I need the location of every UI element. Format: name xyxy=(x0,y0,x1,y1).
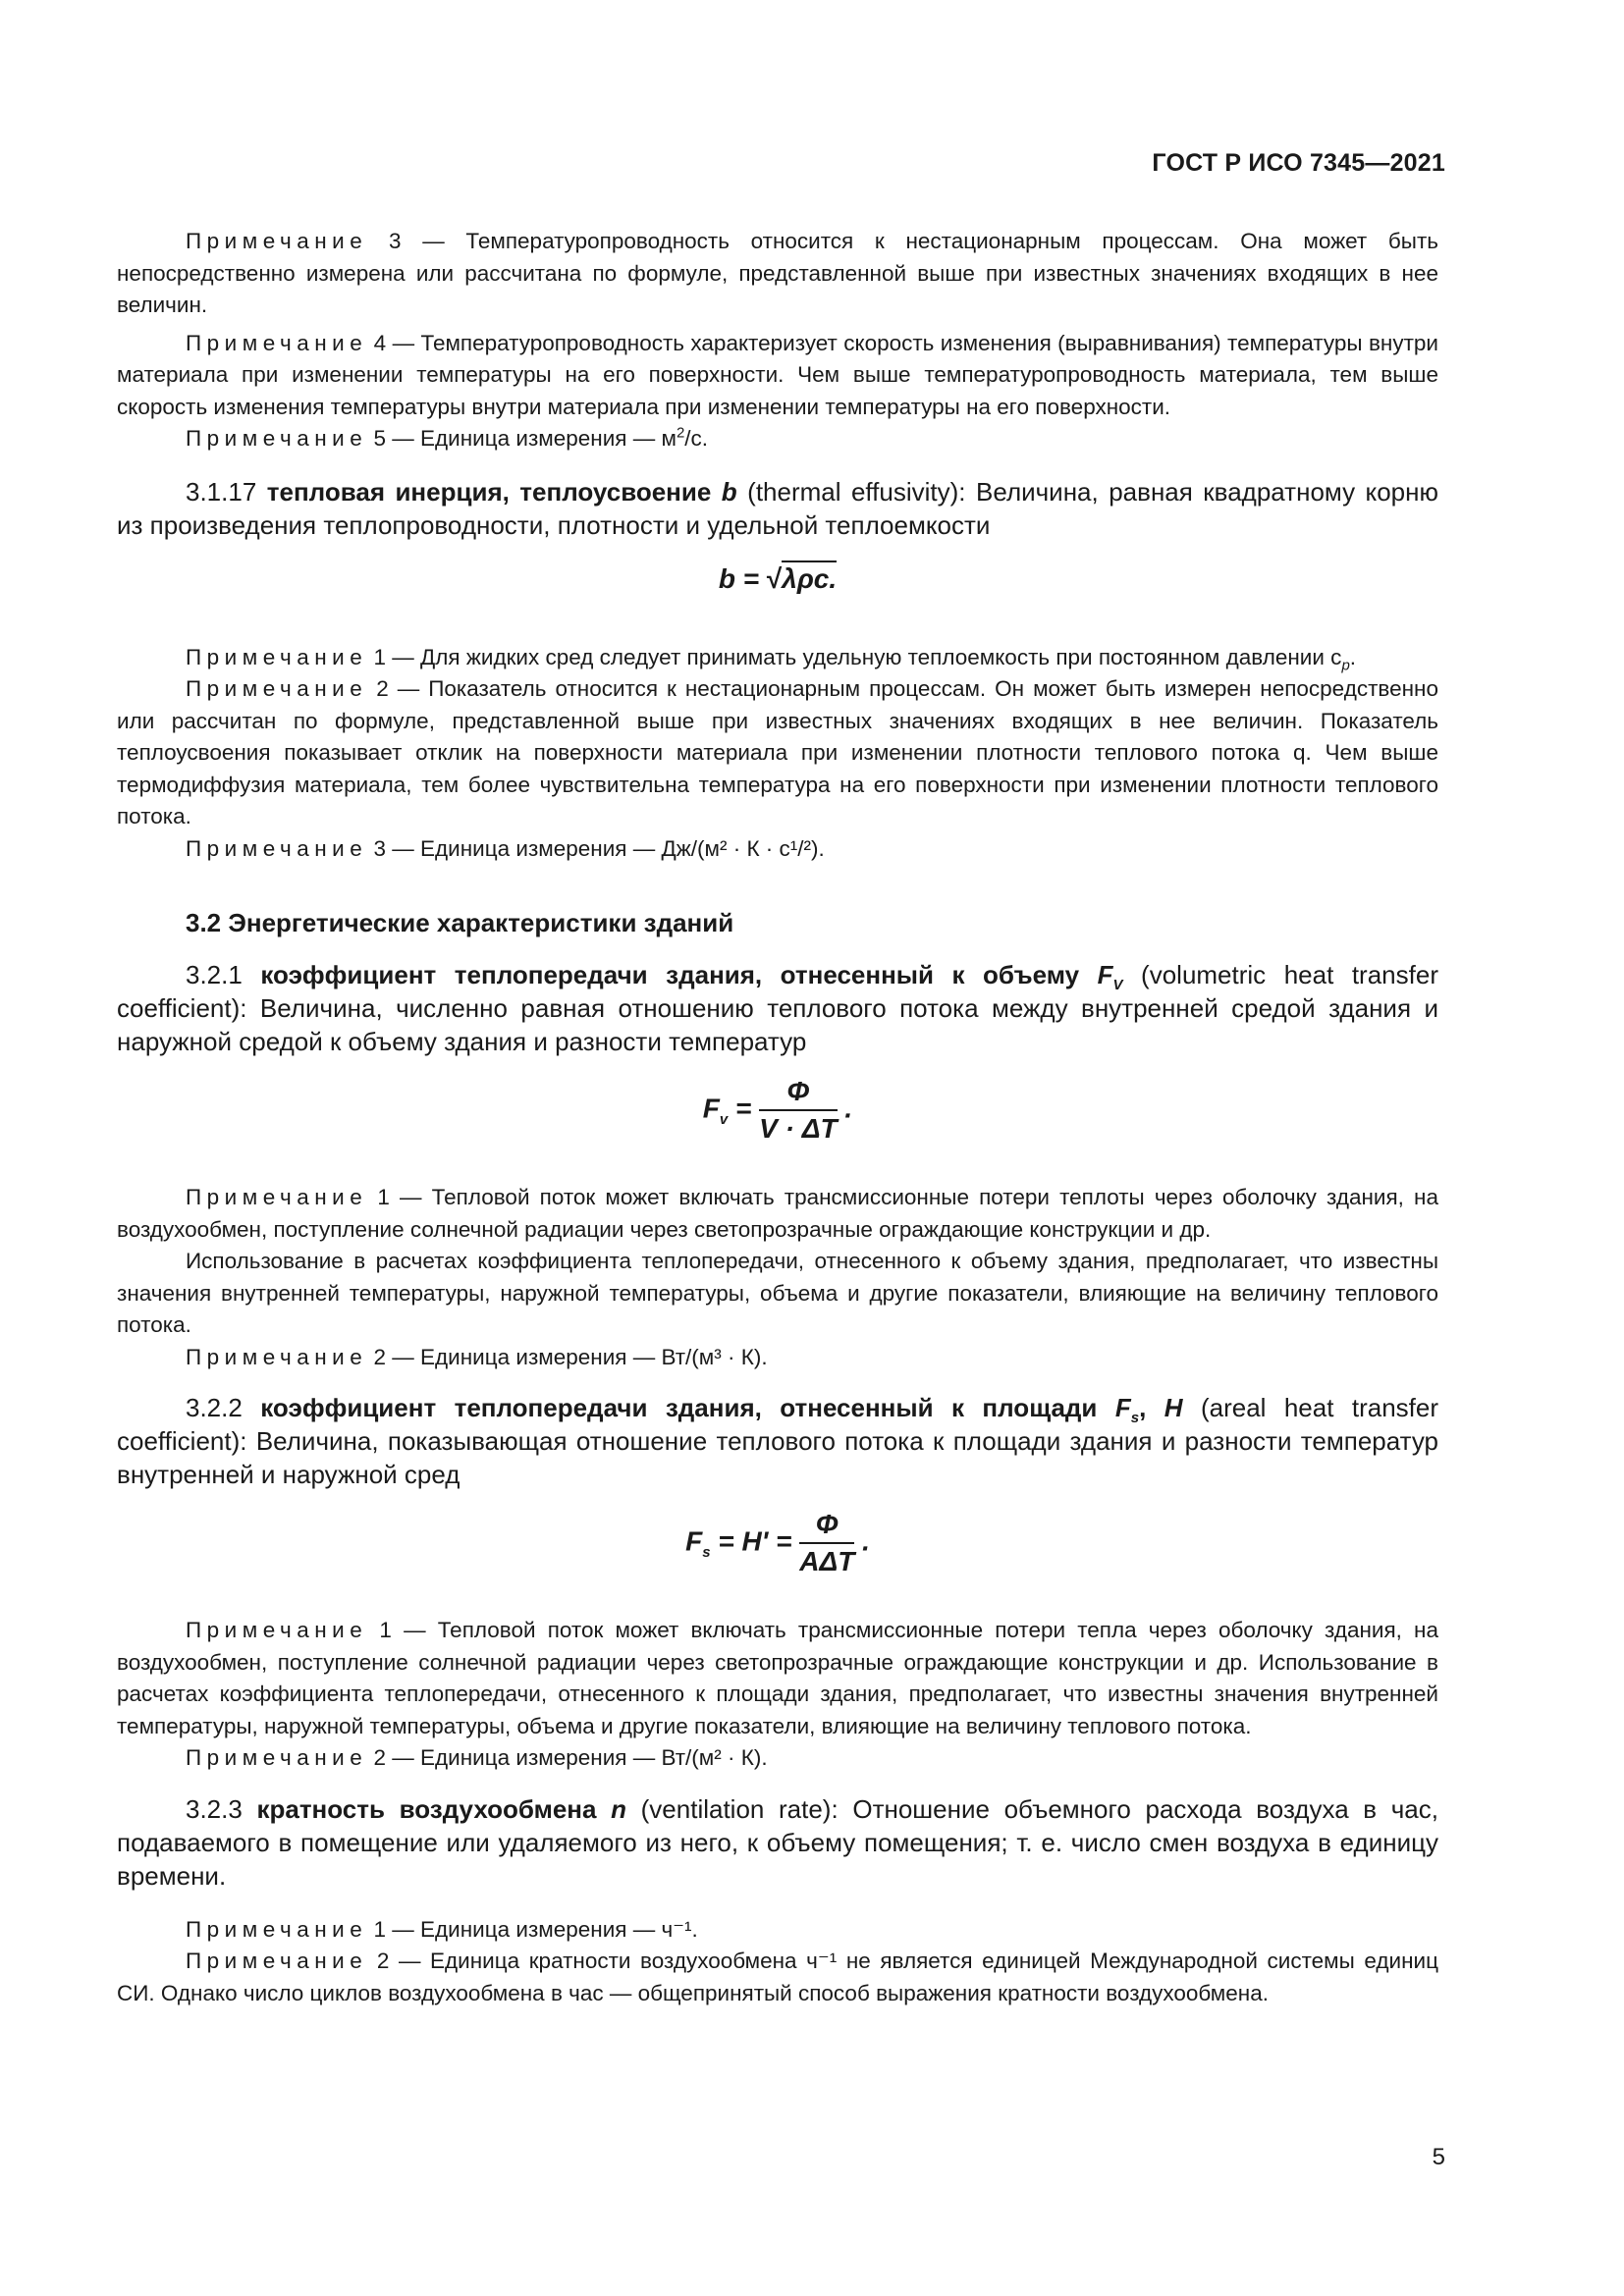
note-3-2-1-1 xyxy=(117,1182,1438,1246)
term-number: 3.2.3 xyxy=(186,1793,243,1824)
formula-areal xyxy=(117,1509,1438,1587)
note-top-5 xyxy=(117,423,1438,455)
term-definition: Величина, показывающая отношение теплового потока к площади здания и разности температур внутренней и наружной сред xyxy=(117,1426,1438,1489)
formula-numerator: Φ xyxy=(759,1076,837,1111)
note-number: 1 xyxy=(379,1618,392,1642)
formula-fraction xyxy=(799,1509,854,1577)
note-text: — Показатель относится к нестационарным процессам. Он может быть измерен непосредственно или рассчитан по формуле, представленной выше при известных значениях входящих в нее величин. Показатель теплоусвоения показывает отклик на поверхности материала при изменении плотности теплового потока q. Чем выше термодиффузия материала, тем более чувствительна температура на его поверхности при изменении плотности теплового потока. xyxy=(117,676,1438,828)
formula-volumetric xyxy=(117,1076,1438,1154)
note-label: Примечание xyxy=(186,1618,368,1642)
note-label: Примечание xyxy=(186,229,368,253)
formula-radicand: λρc. xyxy=(782,561,837,594)
term-definition: Величина, равная квадратному корню из произведения теплопроводности, плотности и удельной теплоемкости xyxy=(117,476,1438,540)
formula-lhs: F xyxy=(702,1093,720,1124)
term-3-1-17 xyxy=(117,475,1438,542)
term-name: коэффициент теплопередачи здания, отнесенный к площади xyxy=(260,1393,1098,1422)
note-3-1-17-1 xyxy=(117,642,1438,674)
formula-numerator: Φ xyxy=(799,1509,854,1544)
formula-denominator: AΔT xyxy=(799,1546,855,1576)
note-text: — Единица кратности воздухообмена ч⁻¹ не является единицей Международной системы единиц СИ. Однако число циклов воздухообмена в час — общепринятый способ выражения кратности воздухообмена. xyxy=(117,1949,1438,2005)
note-label: Примечание xyxy=(186,1916,368,1942)
formula-period: . xyxy=(862,1525,870,1557)
note-3-1-17-2 xyxy=(117,673,1438,833)
note-label: Примечание xyxy=(186,835,368,861)
term-number: 3.2.1 xyxy=(186,960,243,989)
term-symbol: F xyxy=(1114,1393,1131,1422)
note-number: 4 xyxy=(373,330,387,355)
note-tail: /с. xyxy=(684,426,709,451)
note-tail: . xyxy=(1349,644,1357,669)
note-text: — Температуропроводность относится к нестационарным процессам. Она может быть непосредственно измерена или рассчитана по формуле, представленной выше при известных значениях входящих в нее величин. xyxy=(117,229,1438,317)
note-number: 3 xyxy=(373,835,387,861)
note-number: 3 xyxy=(388,229,402,253)
term-symbol-2: H xyxy=(1164,1393,1183,1422)
note-label: Примечание xyxy=(186,644,368,669)
note-3-2-1-cont xyxy=(117,1246,1438,1342)
term-name: кратность воздухообмена xyxy=(256,1793,597,1824)
note-text: — Единица измерения — ч⁻¹. xyxy=(392,1916,698,1942)
note-3-2-3-2 xyxy=(117,1946,1438,2009)
note-top-3 xyxy=(117,226,1438,322)
sqrt-symbol: √ xyxy=(766,562,783,594)
page-number: 5 xyxy=(1432,2144,1445,2170)
term-english: (volumetric heat transfer coefficient): xyxy=(117,960,1438,1023)
note-text: — Единица измерения — м xyxy=(392,426,677,451)
term-english: (thermal effusivity): xyxy=(747,476,966,507)
note-top-4 xyxy=(117,328,1438,424)
note-text: Использование в расчетах коэффициента теплопередачи, отнесенного к объему здания, предполагает, что известны значения внутренней температуры, наружной температуры, объема и другие показатели, влияющие на величину теплового потока. xyxy=(117,1249,1438,1337)
term-name: коэффициент теплопередачи здания, отнесенный к объему xyxy=(260,960,1080,989)
term-3-2-1 xyxy=(117,958,1438,1058)
note-text: — Тепловой поток может включать трансмиссионные потери тепла через оболочку здания, на воздухообмен, поступление солнечной радиации через светопрозрачные ограждающие конструкции и др. Использование в расчетах коэффициента теплопередачи, отнесенного к площади здания, предполагает, что известны значения внутренней температуры, наружной температуры, объема и другие показатели, влияющие на величину теплового потока. xyxy=(117,1618,1438,1738)
section-title-3-2: 3.2 Энергетические характеристики зданий xyxy=(186,908,734,937)
note-label: Примечание xyxy=(186,1949,368,1973)
formula-lhs-sub: s xyxy=(702,1543,711,1561)
term-english: (areal heat transfer coefficient): xyxy=(117,1393,1439,1456)
note-3-2-2-2 xyxy=(117,1742,1438,1775)
term-definition: Величина, численно равная отношению теплового потока между внутренней средой здания и наружной средой к объему здания и разности температур xyxy=(117,993,1438,1056)
note-sup: 2 xyxy=(676,424,685,442)
note-label: Примечание xyxy=(186,426,368,451)
term-3-2-2: 3.2.2 коэффициент теплопередачи здания, отнесенный к площади $F_s$, H (areal heat transfer coefficient): Величина, показывающая отношение теплового потока к площади здания и разности температур внутренней и наружной сред xyxy=(117,1393,1439,1489)
note-text: — Единица измерения — Вт/(м³ · К). xyxy=(392,1344,768,1369)
note-number: 1 xyxy=(377,1185,390,1209)
term-symbol: n xyxy=(611,1793,626,1824)
note-text: — Температуропроводность характеризует скорость изменения (выравнивания) температуры внутри материала при изменении температуры на его поверхности. Чем выше температуропроводность материала, тем выше скорость изменения температуры внутри материала при изменении температуры на его поверхности. xyxy=(117,330,1438,419)
note-number: 2 xyxy=(373,1745,387,1770)
term-symbol: b xyxy=(721,476,737,507)
formula-lhs: b = xyxy=(718,562,760,594)
note-label: Примечание xyxy=(186,1344,368,1369)
term-symbol-sub: V xyxy=(1112,977,1123,994)
note-text: — Единица измерения — Вт/(м² · К). xyxy=(392,1745,768,1770)
term-number: 3.2.2 xyxy=(186,1393,243,1422)
note-number: 1 xyxy=(373,644,387,669)
formula-denominator: V · ΔT xyxy=(759,1113,838,1144)
note-3-2-3-1 xyxy=(117,1914,1438,1947)
note-label: Примечание xyxy=(186,330,368,355)
term-english: (ventilation rate): xyxy=(640,1793,839,1824)
note-text: — Тепловой поток может включать трансмиссионные потери теплоты через оболочку здания, на воздухообмен, поступление солнечной радиации через светопрозрачные ограждающие конструкции и др. xyxy=(117,1185,1438,1242)
note-3-1-17-3 xyxy=(117,833,1438,866)
note-number: 5 xyxy=(373,426,387,451)
page-content xyxy=(117,226,1438,2009)
note-label: Примечание xyxy=(186,1745,368,1770)
note-text: — Для жидких сред следует принимать удельную теплоемкость при постоянном давлении c xyxy=(392,644,1342,669)
term-symbol: F xyxy=(1097,960,1113,989)
term-name: тепловая инерция, теплоусвоение xyxy=(266,476,712,507)
note-3-2-1-2 xyxy=(117,1342,1438,1374)
note-text: — Единица измерения — Дж/(м² · К · с¹/²). xyxy=(392,835,825,861)
formula-period: . xyxy=(844,1093,853,1124)
formula-equals: = xyxy=(735,1093,752,1124)
term-symbol-sub: s xyxy=(1130,1410,1140,1427)
note-3-2-2-1 xyxy=(117,1615,1438,1742)
note-sub: p xyxy=(1341,657,1350,673)
formula-lhs: F xyxy=(685,1525,703,1557)
formula-fraction xyxy=(759,1076,837,1145)
note-number: 2 xyxy=(376,1949,390,1973)
document-header: ГОСТ Р ИСО 7345—2021 xyxy=(1152,149,1445,177)
note-number: 2 xyxy=(376,676,389,701)
note-number: 2 xyxy=(373,1344,387,1369)
note-number: 1 xyxy=(373,1916,387,1942)
formula-middle: = H' = xyxy=(718,1525,792,1557)
note-label: Примечание xyxy=(186,1185,368,1209)
term-number: 3.1.17 xyxy=(186,476,257,507)
formula-lhs-sub: v xyxy=(719,1110,729,1128)
term-definition: Отношение объемного расхода воздуха в час, подаваемого в помещение или удаляемого из него, к объему помещения; т. е. число смен воздуха в единицу времени. xyxy=(117,1793,1438,1891)
formula-effusivity xyxy=(117,563,1438,613)
term-3-2-3 xyxy=(117,1792,1438,1893)
note-label: Примечание xyxy=(186,676,368,701)
